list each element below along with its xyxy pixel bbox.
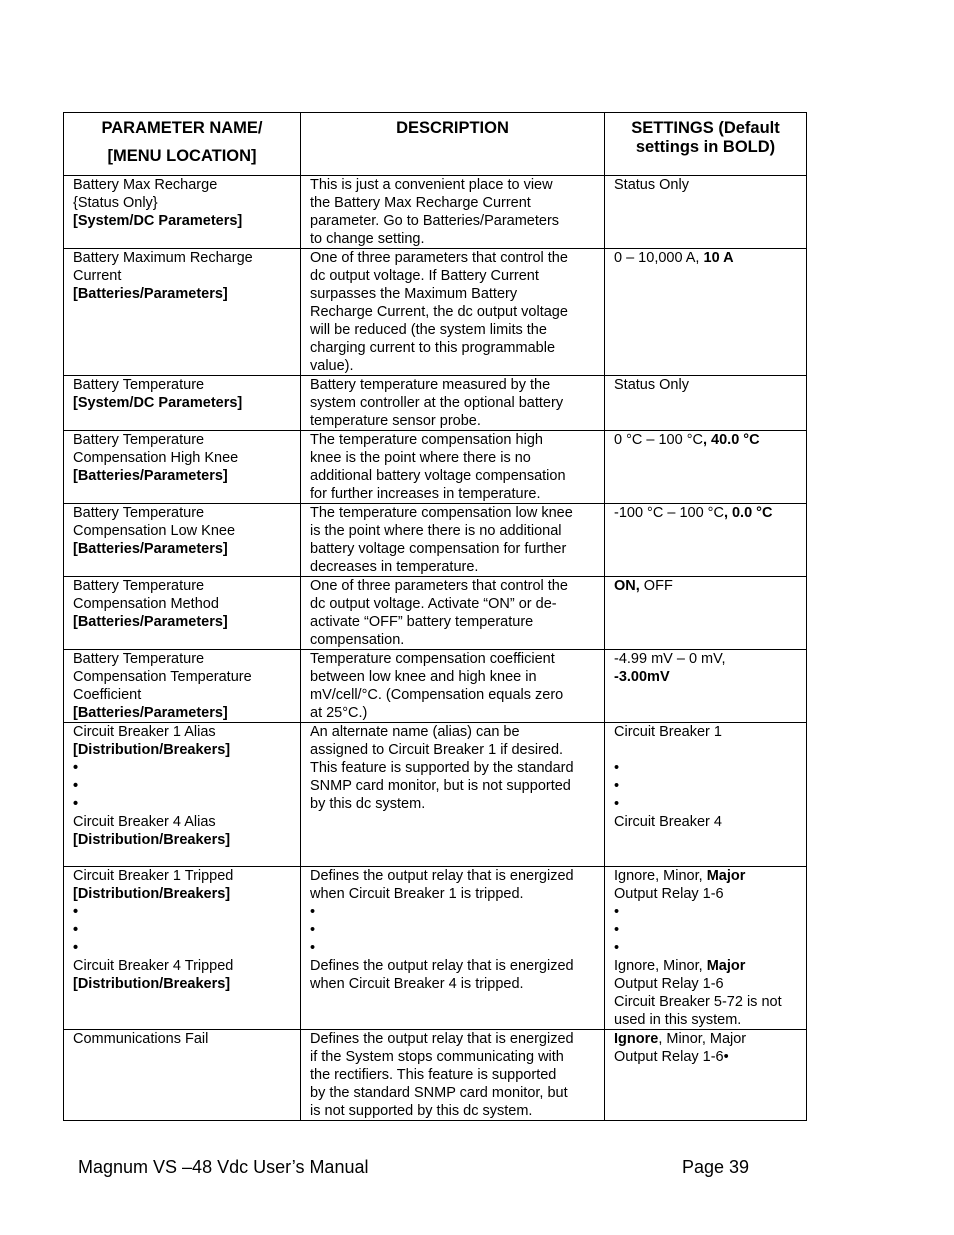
cell-line	[73, 595, 294, 613]
cell-line	[73, 504, 294, 522]
description-line: Recharge Current, the dc output voltage	[310, 304, 568, 320]
cell-line	[614, 431, 800, 449]
table-row	[64, 650, 807, 723]
text-segment: Output Relay 1-6•	[614, 1049, 729, 1065]
footer-page-number: Page 39	[682, 1157, 750, 1177]
bold-text: Major	[706, 868, 746, 884]
description-line: This is just a convenient place to view	[310, 177, 553, 193]
bold-text: , 0.0 °C	[723, 505, 773, 521]
description-line: mV/cell/°C. (Compensation equals zero	[310, 687, 564, 703]
parameter-cell	[64, 176, 301, 249]
description-line: battery voltage compensation for further	[310, 541, 567, 557]
description-line: An alternate name (alias) can be	[310, 724, 520, 740]
cell-line	[73, 522, 294, 540]
bold-text: -3.00mV	[614, 669, 670, 685]
cell-line	[73, 431, 294, 449]
description-line: is the point where there is no additional	[310, 523, 562, 539]
description-line: to change setting.	[310, 231, 425, 247]
description-line: The temperature compensation high	[310, 432, 543, 448]
parameter-cell	[64, 504, 301, 577]
description-line: will be reduced (the system limits the	[310, 322, 547, 338]
settings-cell	[605, 723, 807, 867]
description-line: when Circuit Breaker 4 is tripped.	[310, 976, 524, 992]
description-line: The temperature compensation low knee	[310, 505, 573, 521]
cell-line	[614, 993, 800, 1011]
table-row	[64, 723, 807, 867]
description-line: when Circuit Breaker 1 is tripped.	[310, 886, 524, 902]
table-row	[64, 504, 807, 577]
text-segment: •	[614, 778, 620, 794]
text-segment: used in this system.	[614, 1012, 742, 1028]
cell-line	[614, 577, 800, 595]
cell-line	[614, 903, 800, 921]
bold-text: [Batteries/Parameters]	[73, 705, 228, 721]
bold-text: •	[73, 760, 79, 776]
cell-line	[614, 504, 800, 522]
text-segment: Battery Temperature	[73, 377, 205, 393]
header-settings-line2: settings in BOLD)	[635, 138, 776, 156]
cell-line	[73, 249, 294, 267]
cell-line	[73, 1030, 294, 1048]
cell-line	[73, 267, 294, 285]
text-segment: Compensation Method	[73, 596, 219, 612]
text-segment: Circuit Breaker 4	[614, 814, 722, 830]
description-line: additional battery voltage compensation	[310, 468, 566, 484]
description-cell	[301, 504, 605, 577]
cell-line	[614, 867, 800, 885]
cell-line	[73, 957, 294, 975]
cell-line	[73, 650, 294, 668]
bold-text: •	[73, 778, 79, 794]
cell-line	[614, 957, 800, 975]
text-segment: Circuit Breaker 1	[614, 724, 722, 740]
cell-line	[73, 795, 294, 813]
description-line: the Battery Max Recharge Current	[310, 195, 531, 211]
settings-cell	[605, 504, 807, 577]
description-cell	[301, 723, 605, 867]
text-segment: Output Relay 1-6	[614, 886, 724, 902]
text-segment: , Minor, Major	[658, 1031, 747, 1047]
text-segment: 0 – 10,000 A,	[614, 250, 704, 266]
description-line: by this dc system.	[310, 796, 426, 812]
cell-line	[614, 939, 800, 957]
bold-text: [Distribution/Breakers]	[73, 886, 231, 902]
description-line: if the System stops communicating with	[310, 1049, 564, 1065]
description-cell	[301, 376, 605, 431]
cell-line	[73, 704, 294, 722]
settings-cell	[605, 249, 807, 376]
text-segment: Compensation Low Knee	[73, 523, 236, 539]
description-cell	[301, 867, 605, 1030]
settings-cell	[605, 577, 807, 650]
parameter-cell	[64, 867, 301, 1030]
cell-line	[73, 867, 294, 885]
description-line: Defines the output relay that is energized	[310, 1031, 574, 1047]
bold-text: [System/DC Parameters]	[73, 213, 243, 229]
bold-text: •	[73, 940, 79, 956]
description-line: assigned to Circuit Breaker 1 if desired.	[310, 742, 564, 758]
cell-line	[614, 795, 800, 813]
table-row	[64, 1030, 807, 1121]
description-line: value).	[310, 358, 354, 374]
text-segment: Battery Temperature	[73, 432, 205, 448]
cell-line	[73, 285, 294, 303]
description-line: SNMP card monitor, but is not supported	[310, 778, 571, 794]
parameter-table	[63, 112, 807, 1121]
settings-cell	[605, 176, 807, 249]
text-segment: Battery Temperature	[73, 505, 205, 521]
bold-text: •	[73, 904, 79, 920]
bold-text: [System/DC Parameters]	[73, 395, 243, 411]
bold-text: [Batteries/Parameters]	[73, 614, 228, 630]
text-segment: Coefficient	[73, 687, 142, 703]
description-line: dc output voltage. Activate “ON” or de-	[310, 596, 557, 612]
text-segment: Circuit Breaker 4 Alias	[73, 814, 216, 830]
cell-line	[73, 813, 294, 831]
settings-cell	[605, 1030, 807, 1121]
cell-line	[614, 1011, 800, 1029]
description-cell	[301, 577, 605, 650]
footer-manual-title: Magnum VS –48 Vdc User’s Manual	[78, 1157, 369, 1177]
text-segment: Battery Maximum Recharge	[73, 250, 253, 266]
description-line: •	[310, 940, 316, 956]
text-segment: Status Only	[614, 177, 689, 193]
description-line: between low knee and high knee in	[310, 669, 537, 685]
table-row	[64, 176, 807, 249]
bold-text: [Distribution/Breakers]	[73, 742, 231, 758]
cell-line	[614, 777, 800, 795]
text-segment: Circuit Breaker 5-72 is not	[614, 994, 782, 1010]
header-settings-line1: SETTINGS (Default	[631, 119, 780, 137]
bold-text: , 40.0 °C	[702, 432, 760, 448]
text-segment: {Status Only}	[73, 195, 158, 211]
bold-text: [Batteries/Parameters]	[73, 541, 228, 557]
description-line: One of three parameters that control the	[310, 578, 568, 594]
bold-text: ON,	[614, 578, 640, 594]
cell-line	[73, 467, 294, 485]
cell-line	[614, 1030, 800, 1048]
table-row	[64, 376, 807, 431]
text-segment: Ignore, Minor,	[614, 868, 707, 884]
description-line: the rectifiers. This feature is supported	[310, 1067, 557, 1083]
description-cell	[301, 1030, 605, 1121]
text-segment: -4.99 mV – 0 mV,	[614, 651, 726, 667]
cell-line	[73, 723, 294, 741]
table-row	[64, 577, 807, 650]
text-segment: OFF	[639, 578, 673, 594]
cell-line	[614, 668, 800, 686]
cell-line	[73, 903, 294, 921]
bold-text: [Distribution/Breakers]	[73, 832, 231, 848]
description-cell	[301, 431, 605, 504]
cell-line	[614, 813, 800, 831]
description-line: for further increases in temperature.	[310, 486, 541, 502]
description-line: decreases in temperature.	[310, 559, 479, 575]
text-segment: Circuit Breaker 1 Tripped	[73, 868, 234, 884]
description-line: by the standard SNMP card monitor, but	[310, 1085, 568, 1101]
description-cell	[301, 650, 605, 723]
description-line: charging current to this programmable	[310, 340, 556, 356]
blank-line	[614, 741, 800, 759]
parameter-cell	[64, 1030, 301, 1121]
header-parameter-line2: [MENU LOCATION]	[107, 147, 257, 165]
text-segment: Battery Temperature	[73, 578, 205, 594]
table-row	[64, 431, 807, 504]
bold-text: [Batteries/Parameters]	[73, 468, 228, 484]
cell-line	[73, 376, 294, 394]
text-segment: Status Only	[614, 377, 689, 393]
description-line: knee is the point where there is no	[310, 450, 531, 466]
cell-line	[614, 759, 800, 777]
description-line: activate “OFF” battery temperature	[310, 614, 534, 630]
cell-line	[614, 376, 800, 394]
bold-text: •	[73, 796, 79, 812]
cell-line	[73, 741, 294, 759]
description-line: surpasses the Maximum Battery	[310, 286, 518, 302]
settings-cell	[605, 867, 807, 1030]
table-header-row	[64, 113, 807, 176]
description-line: Defines the output relay that is energized	[310, 958, 574, 974]
table-body	[64, 176, 807, 1121]
cell-line	[73, 975, 294, 993]
cell-line	[73, 686, 294, 704]
header-description	[301, 113, 605, 176]
bold-text: [Batteries/Parameters]	[73, 286, 228, 302]
text-segment: Compensation High Knee	[73, 450, 239, 466]
cell-line	[73, 449, 294, 467]
text-segment: •	[614, 796, 620, 812]
cell-line	[614, 650, 800, 668]
text-segment: Output Relay 1-6	[614, 976, 724, 992]
cell-line	[73, 939, 294, 957]
header-settings	[605, 113, 807, 176]
text-segment: Circuit Breaker 1 Alias	[73, 724, 216, 740]
parameter-cell	[64, 577, 301, 650]
text-segment: 0 °C – 100 °C	[614, 432, 703, 448]
parameter-cell	[64, 431, 301, 504]
description-line: parameter. Go to Batteries/Parameters	[310, 213, 560, 229]
text-segment: •	[614, 904, 620, 920]
header-parameter-name	[64, 113, 301, 176]
cell-line	[73, 921, 294, 939]
description-line: •	[310, 904, 316, 920]
table-row	[64, 249, 807, 376]
parameter-cell	[64, 376, 301, 431]
table-row	[64, 867, 807, 1030]
text-segment: •	[614, 760, 620, 776]
description-line: dc output voltage. If Battery Current	[310, 268, 539, 284]
text-segment: Ignore, Minor,	[614, 958, 707, 974]
description-line: Battery temperature measured by the	[310, 377, 551, 393]
description-line: One of three parameters that control the	[310, 250, 568, 266]
settings-cell	[605, 650, 807, 723]
bold-text: 10 A	[703, 250, 734, 266]
cell-line	[73, 613, 294, 631]
cell-line	[614, 176, 800, 194]
cell-line	[614, 723, 800, 741]
bold-text: Ignore	[614, 1031, 659, 1047]
cell-line	[73, 212, 294, 230]
cell-line	[73, 577, 294, 595]
cell-line	[73, 394, 294, 412]
text-segment: Circuit Breaker 4 Tripped	[73, 958, 234, 974]
header-parameter-line1: PARAMETER NAME/	[101, 119, 263, 137]
description-line: Defines the output relay that is energized	[310, 868, 574, 884]
text-segment: Battery Temperature	[73, 651, 205, 667]
description-line: This feature is supported by the standard	[310, 760, 574, 776]
cell-line	[614, 249, 800, 267]
bold-text: Major	[706, 958, 746, 974]
text-segment: Current	[73, 268, 122, 284]
cell-line	[73, 831, 294, 849]
description-line: system controller at the optional battery	[310, 395, 564, 411]
header-description-text: DESCRIPTION	[396, 119, 509, 137]
cell-line	[73, 540, 294, 558]
parameter-cell	[64, 723, 301, 867]
text-segment: Battery Max Recharge	[73, 177, 218, 193]
description-line: at 25°C.)	[310, 705, 368, 721]
cell-line	[73, 194, 294, 212]
description-line: temperature sensor probe.	[310, 413, 481, 429]
text-segment: -100 °C – 100 °C	[614, 505, 724, 521]
cell-line	[614, 885, 800, 903]
cell-line	[614, 975, 800, 993]
bold-text: •	[73, 922, 79, 938]
text-segment: Compensation Temperature	[73, 669, 252, 685]
description-line: •	[310, 922, 316, 938]
cell-line	[73, 176, 294, 194]
settings-cell	[605, 376, 807, 431]
text-segment: •	[614, 940, 620, 956]
cell-line	[614, 1048, 800, 1066]
cell-line	[73, 668, 294, 686]
parameter-cell	[64, 650, 301, 723]
bold-text: [Distribution/Breakers]	[73, 976, 231, 992]
description-cell	[301, 249, 605, 376]
parameter-cell	[64, 249, 301, 376]
cell-line	[73, 777, 294, 795]
text-segment: •	[614, 922, 620, 938]
description-line: Temperature compensation coefficient	[310, 651, 555, 667]
cell-line	[614, 921, 800, 939]
cell-line	[73, 759, 294, 777]
cell-line	[73, 885, 294, 903]
settings-cell	[605, 431, 807, 504]
description-line: compensation.	[310, 632, 405, 648]
text-segment: Communications Fail	[73, 1031, 209, 1047]
description-line: is not supported by this dc system.	[310, 1103, 533, 1119]
description-cell	[301, 176, 605, 249]
